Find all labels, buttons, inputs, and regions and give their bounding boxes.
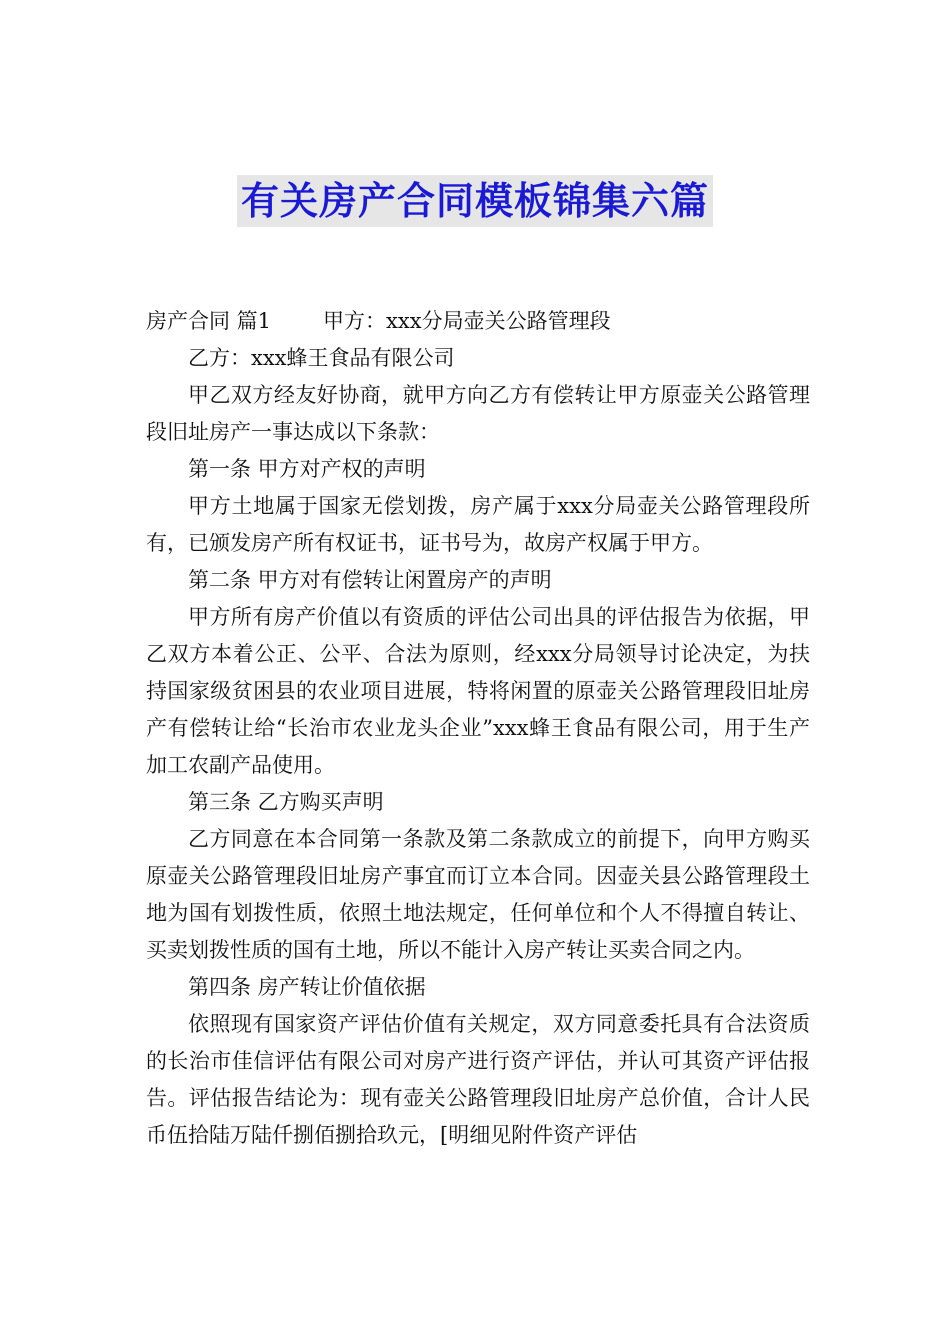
clause-1-heading: 第一条 甲方对产权的声明 [188, 457, 426, 481]
title-container [0, 175, 950, 227]
party-a-line: 甲方：xxx分局壶关公路管理段 [323, 309, 611, 333]
paragraph-intro: 甲乙双方经友好协商，就甲方向乙方有偿转让甲方原壶关公路管理段旧址房产一事达成以下条款： [146, 383, 810, 444]
clause-3-heading: 第三条 乙方购买声明 [188, 790, 384, 814]
clause-4-body: 依照现有国家资产评估价值有关规定，双方同意委托具有合法资质的长治市佳信评估有限公司对房产进行资产评估，并认可其资产评估报告。评估报告结论为：现有壶关公路管理段旧址房产总价值，合计人民币伍拾陆万陆仟捌佰捌拾玖元，[明细见附件资产评估 [146, 1012, 810, 1147]
paragraph-party-a [146, 303, 810, 340]
document-title: 有关房产合同模板锦集六篇 [237, 175, 713, 227]
clause-3-body: 乙方同意在本合同第一条款及第二条款成立的前提下，向甲方购买原壶关公路管理段旧址房产事宜而订立本合同。因壶关县公路管理段土地为国有划拨性质，依照土地法规定，任何单位和个人不得擅自转让、买卖划拨性质的国有土地，所以不能计入房产转让买卖合同之内。 [146, 827, 810, 962]
section-label: 房产合同 篇1 [146, 309, 272, 333]
clause-2-body: 甲方所有房产价值以有资质的评估公司出具的评估报告为依据，甲乙双方本着公正、公平、合法为原则，经xxx分局领导讨论决定，为扶持国家级贫困县的农业项目进展，特将闲置的原壶关公路管理段旧址房产有偿转让给“长治市农业龙头企业”xxx蜂王食品有限公司，用于生产加工农副产品使用。 [146, 605, 810, 777]
clause-4-heading: 第四条 房产转让价值依据 [188, 975, 426, 999]
paragraph-party-b: 乙方：xxx蜂王食品有限公司 [188, 346, 455, 370]
clause-2-heading: 第二条 甲方对有偿转让闲置房产的声明 [188, 568, 552, 592]
document-body [146, 303, 810, 1154]
clause-1-body: 甲方土地属于国家无偿划拨，房产属于xxx分局壶关公路管理段所有，已颁发房产所有权证书，证书号为，故房产权属于甲方。 [146, 494, 810, 555]
